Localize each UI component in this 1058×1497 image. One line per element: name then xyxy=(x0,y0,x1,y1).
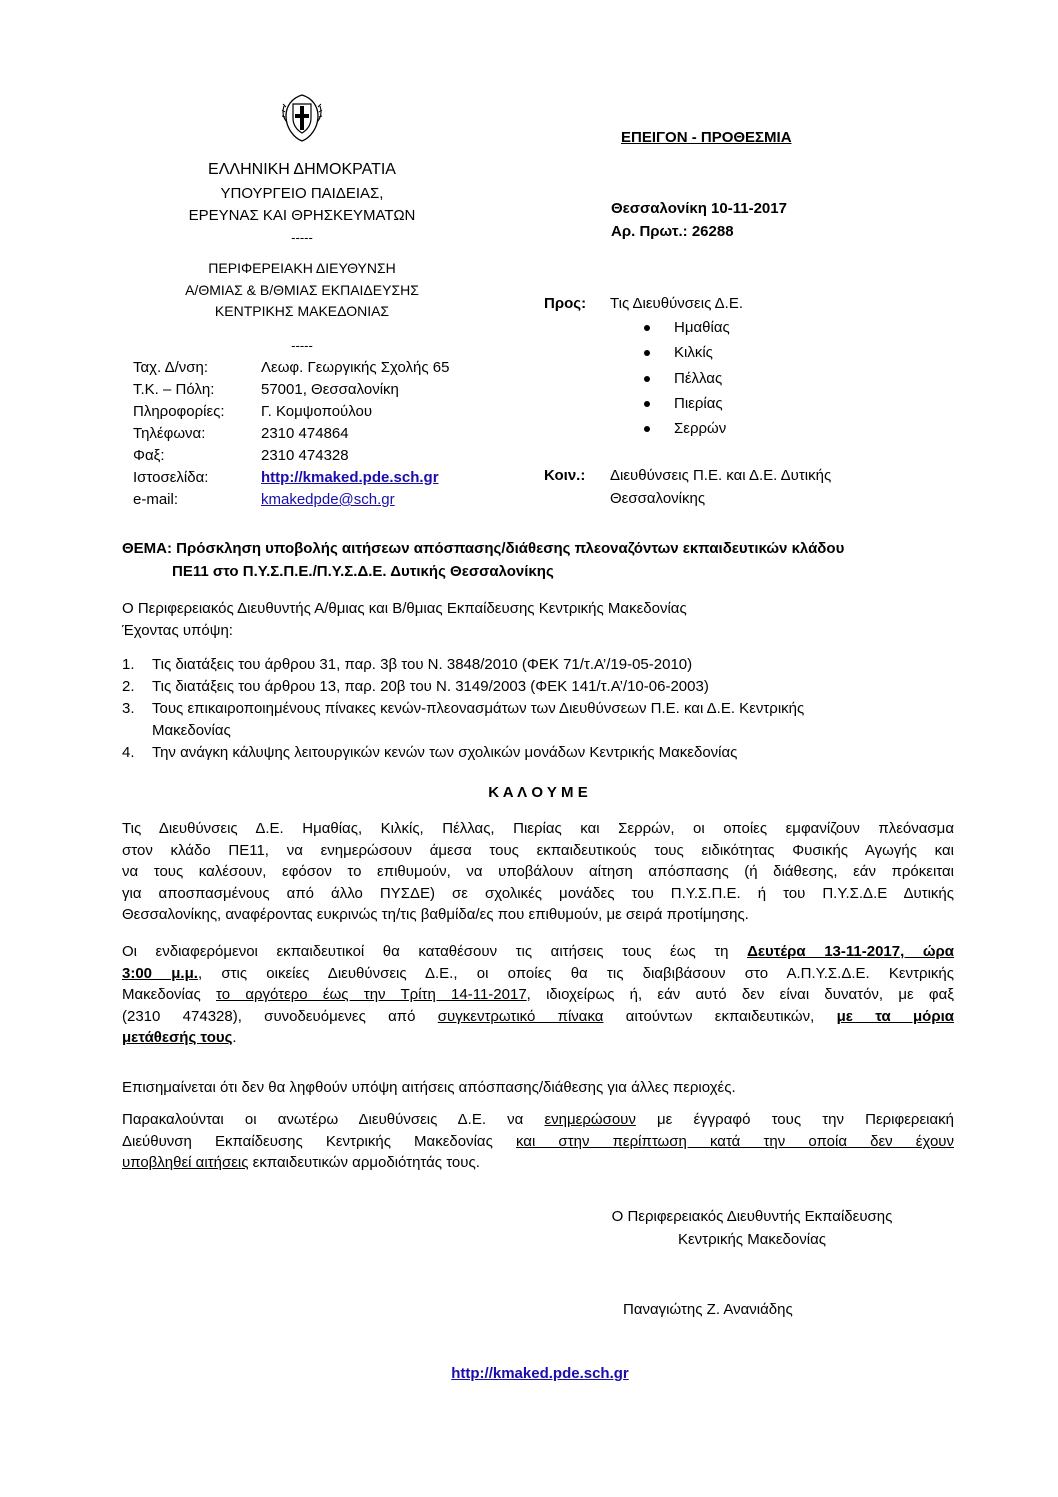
paragraph-line: να τους καλέσουν, εφόσον το επιθυμούν, να υποβάλουν αίτηση απόσπασης (ή διάθεσης, εάν πρόκειται xyxy=(122,863,954,880)
deadline-time: 3:00 μ.μ. xyxy=(122,964,198,982)
paragraph-line: Τις Διευθύνσεις Δ.Ε. Ημαθίας, Κιλκίς, Πέλλας, Πιερίας και Σερρών, οι οποίες εμφανίζουν πλεόνασμα xyxy=(122,820,954,837)
contact-value: 2310 474864 xyxy=(261,425,349,442)
website-link[interactable]: http://kmaked.pde.sch.gr xyxy=(261,469,439,486)
bullet-icon xyxy=(644,325,650,331)
directorate-line-2: Α/ΘΜΙΑΣ & Β/ΘΜΙΑΣ ΕΚΠΑΙΔΕΥΣΗΣ xyxy=(185,282,419,298)
signatory-title-line-1: Ο Περιφερειακός Διευθυντής Εκπαίδευσης xyxy=(611,1208,893,1225)
underlined-text: και στην περίπτωση κατά την οποία δεν έχουν xyxy=(515,1132,954,1150)
urgency-label: ΕΠΕΙΓΟΝ - ΠΡΟΘΕΣΜΙΑ xyxy=(621,129,792,146)
to-value: Τις Διευθύνσεις Δ.Ε. xyxy=(610,295,744,312)
forward-deadline: το αργότερο έως την Τρίτη 14-11-2017 xyxy=(216,986,527,1003)
paragraph-3: Επισημαίνεται ότι δεν θα ληφθούν υπόψη αιτήσεις απόσπασης/διάθεσης για άλλες περιοχές. xyxy=(122,1079,736,1096)
recipient-name: Σερρών xyxy=(674,420,727,438)
item-text: Τις διατάξεις του άρθρου 31, παρ. 3β του Ν. 3848/2010 (ΦΕΚ 71/τ.Α’/19-05-2010) xyxy=(152,656,693,673)
paragraph-line xyxy=(122,1027,954,1049)
contact-label: Ιστοσελίδα: xyxy=(133,469,209,486)
cc-label: Κοιν.: xyxy=(544,467,586,484)
paragraph-line xyxy=(122,1152,954,1174)
paragraph-line: για αποσπασμένους από άλλο ΠΥΣΔΕ) σε σχολικές μονάδες του Π.Υ.Σ.Π.Ε. ή του Π.Υ.Σ.Δ.Ε Δυτικής xyxy=(122,884,954,902)
protocol-number: Αρ. Πρωτ.: 26288 xyxy=(611,223,734,240)
recipient-name: Πιερίας xyxy=(674,394,723,412)
item-text: Την ανάγκη κάλυψης λειτουργικών κενών των σχολικών μονάδων Κεντρικής Μακεδονίας xyxy=(152,744,738,761)
item-number: 3. xyxy=(122,700,135,717)
bullet-icon xyxy=(644,350,650,356)
deadline-text: Δευτέρα 13-11-2017, ώρα xyxy=(747,943,955,960)
contact-row xyxy=(133,490,395,512)
contact-details xyxy=(133,358,450,512)
contact-row xyxy=(133,446,349,468)
bullet-icon xyxy=(644,426,650,432)
ministry-line-2: ΕΡΕΥΝΑΣ ΚΑΙ ΘΡΗΣΚΕΥΜΑΤΩΝ xyxy=(188,207,416,224)
contact-row xyxy=(133,468,439,490)
bullet-icon xyxy=(644,376,650,382)
separator-2: ----- xyxy=(291,338,313,353)
contact-row xyxy=(133,402,373,424)
item-text: Τους επικαιροποιημένους πίνακες κενών-πλεονασμάτων των Διευθύνσεων Π.Ε. και Δ.Ε. Κεντρικής xyxy=(152,700,805,717)
recipient-name: Ημαθίας xyxy=(674,319,730,336)
text-run: Διεύθυνση Εκπαίδευσης Κεντρικής Μακεδονίας xyxy=(122,1132,516,1150)
contact-label: Τηλέφωνα: xyxy=(133,425,206,442)
list-item xyxy=(122,743,954,765)
text-run: Παρακαλούνται οι ανωτέρω Διευθύνσεις Δ.Ε. να xyxy=(122,1111,545,1128)
list-item xyxy=(122,655,954,677)
list-item xyxy=(122,699,954,721)
paragraph-2 xyxy=(122,941,954,1049)
directorate-line-1: ΠΕΡΙΦΕΡΕΙΑΚΗ ΔΙΕΥΘΥΝΣΗ xyxy=(208,260,396,276)
item-number: 2. xyxy=(122,678,135,695)
underlined-text: υποβληθεί αιτήσεις xyxy=(122,1154,249,1171)
bullet-icon xyxy=(644,401,650,407)
inform-text: ενημερώσουν xyxy=(544,1111,636,1128)
contact-label: Ταχ. Δ/νση: xyxy=(133,359,209,376)
paragraph-line: Θεσσαλονίκης, αναφέροντας ευκρινώς τη/τις βαθμίδα/ες που επιθυμούν, με σειρά προτίμησης. xyxy=(122,906,749,923)
text-run: , ιδιοχείρως ή, εάν αυτό δεν είναι δυνατόν, με φαξ xyxy=(526,986,955,1003)
contact-row xyxy=(133,424,349,446)
ministry-line-1: ΥΠΟΥΡΓΕΙΟ ΠΑΙΔΕΙΑΣ, xyxy=(220,185,384,202)
paragraph-line xyxy=(122,984,954,1006)
signatory-title-line-2: Κεντρικής Μακεδονίας xyxy=(677,1231,826,1248)
item-number: 4. xyxy=(122,744,135,761)
recipient-name: Κιλκίς xyxy=(674,344,713,362)
call-heading: Κ Α Λ Ο Υ Μ Ε xyxy=(488,784,588,801)
text-run: (2310 474328), συνοδευόμενες από xyxy=(122,1007,438,1025)
cc-line-1: Διευθύνσεις Π.Ε. και Δ.Ε. Δυτικής xyxy=(610,467,832,484)
contact-row xyxy=(133,358,450,380)
text-run: Οι ενδιαφερόμενοι εκπαιδευτικοί θα καταθέσουν τις αιτήσεις τους έως τη xyxy=(122,943,748,960)
paragraph-1 xyxy=(122,818,954,926)
intro-line-1: Ο Περιφερειακός Διευθυντής Α/θμιας και Β/θμιας Εκπαίδευσης Κεντρικής Μακεδονίας xyxy=(122,600,687,617)
separator: ----- xyxy=(291,230,313,245)
footer xyxy=(0,1364,1058,1384)
text-run: αιτούντων εκπαιδευτικών, xyxy=(603,1007,837,1025)
subject-line-1: ΘΕΜΑ: Πρόσκληση υποβολής αιτήσεων απόσπασης/διάθεσης πλεοναζόντων εκπαιδευτικών κλάδου xyxy=(122,540,845,557)
points-text: με τα μόρια xyxy=(836,1007,955,1025)
republic-title: ΕΛΛΗΝΙΚΗ ΔΗΜΟΚΡΑΤΙΑ xyxy=(208,161,396,178)
document-date: Θεσσαλονίκη 10-11-2017 xyxy=(611,200,787,217)
paragraph-line xyxy=(122,1131,954,1153)
item-text: Μακεδονίας xyxy=(152,722,231,739)
summary-table-text: συγκεντρωτικό πίνακα xyxy=(437,1007,604,1025)
text-run: , στις οικείες Διευθύνσεις Δ.Ε., οι οποίες θα τις διαβιβάσουν στο Α.Π.Υ.Σ.Δ.Ε. Κεντρικής xyxy=(197,964,954,982)
contact-label: Τ.Κ. – Πόλη: xyxy=(133,381,215,398)
intro-line-2: Έχοντας υπόψη: xyxy=(122,622,233,639)
contact-label: e-mail: xyxy=(133,491,179,508)
text-run: Μακεδονίας xyxy=(122,986,217,1003)
item-text: Τις διατάξεις του άρθρου 13, παρ. 20β του Ν. 3149/2003 (ΦΕΚ 141/τ.Α’/10-06-2003) xyxy=(152,678,709,695)
list-item-continuation xyxy=(122,721,954,743)
paragraph-line xyxy=(122,1109,954,1131)
list-item xyxy=(122,677,954,699)
paragraph-line xyxy=(122,1006,954,1028)
contact-value: Γ. Κομψοπούλου xyxy=(261,403,373,420)
paragraph-line xyxy=(122,963,954,985)
contact-value: 57001, Θεσσαλονίκη xyxy=(261,381,399,398)
text-run: εκπαιδευτικών αρμοδιότητάς τους. xyxy=(248,1154,480,1171)
greek-emblem-icon xyxy=(278,92,326,144)
contact-value: Λεωφ. Γεωργικής Σχολής 65 xyxy=(261,359,450,376)
points-text: μετάθεσής τους xyxy=(122,1029,233,1046)
paragraph-4 xyxy=(122,1109,954,1174)
text-run: με έγγραφό τους την Περιφερειακή xyxy=(635,1111,954,1128)
item-number: 1. xyxy=(122,656,135,673)
contact-label: Φαξ: xyxy=(133,447,165,464)
subject-line-2: ΠΕ11 στο Π.Υ.Σ.Π.Ε./Π.Υ.Σ.Δ.Ε. Δυτικής Θεσσαλονίκης xyxy=(172,563,554,580)
contact-label: Πληροφορίες: xyxy=(133,403,225,420)
footer-website-link[interactable]: http://kmaked.pde.sch.gr xyxy=(451,1365,629,1382)
directorate-line-3: ΚΕΝΤΡΙΚΗΣ ΜΑΚΕΔΟΝΙΑΣ xyxy=(214,303,390,319)
cc-line-2: Θεσσαλονίκης xyxy=(610,490,706,507)
paragraph-line xyxy=(122,941,954,963)
email-link[interactable]: kmakedpde@sch.gr xyxy=(261,491,395,508)
considerations-list xyxy=(122,655,954,765)
text-run: . xyxy=(232,1029,237,1046)
contact-row xyxy=(133,380,399,402)
signatory-name: Παναγιώτης Ζ. Ανανιάδης xyxy=(623,1301,793,1318)
recipient-name: Πέλλας xyxy=(674,369,723,387)
paragraph-line: στον κλάδο ΠΕ11, να ενημερώσουν άμεσα τους εκπαιδευτικούς τους ειδικότητας Φυσικής Αγωγής και xyxy=(122,841,954,859)
contact-value: 2310 474328 xyxy=(261,447,349,464)
to-label: Προς: xyxy=(544,295,587,312)
